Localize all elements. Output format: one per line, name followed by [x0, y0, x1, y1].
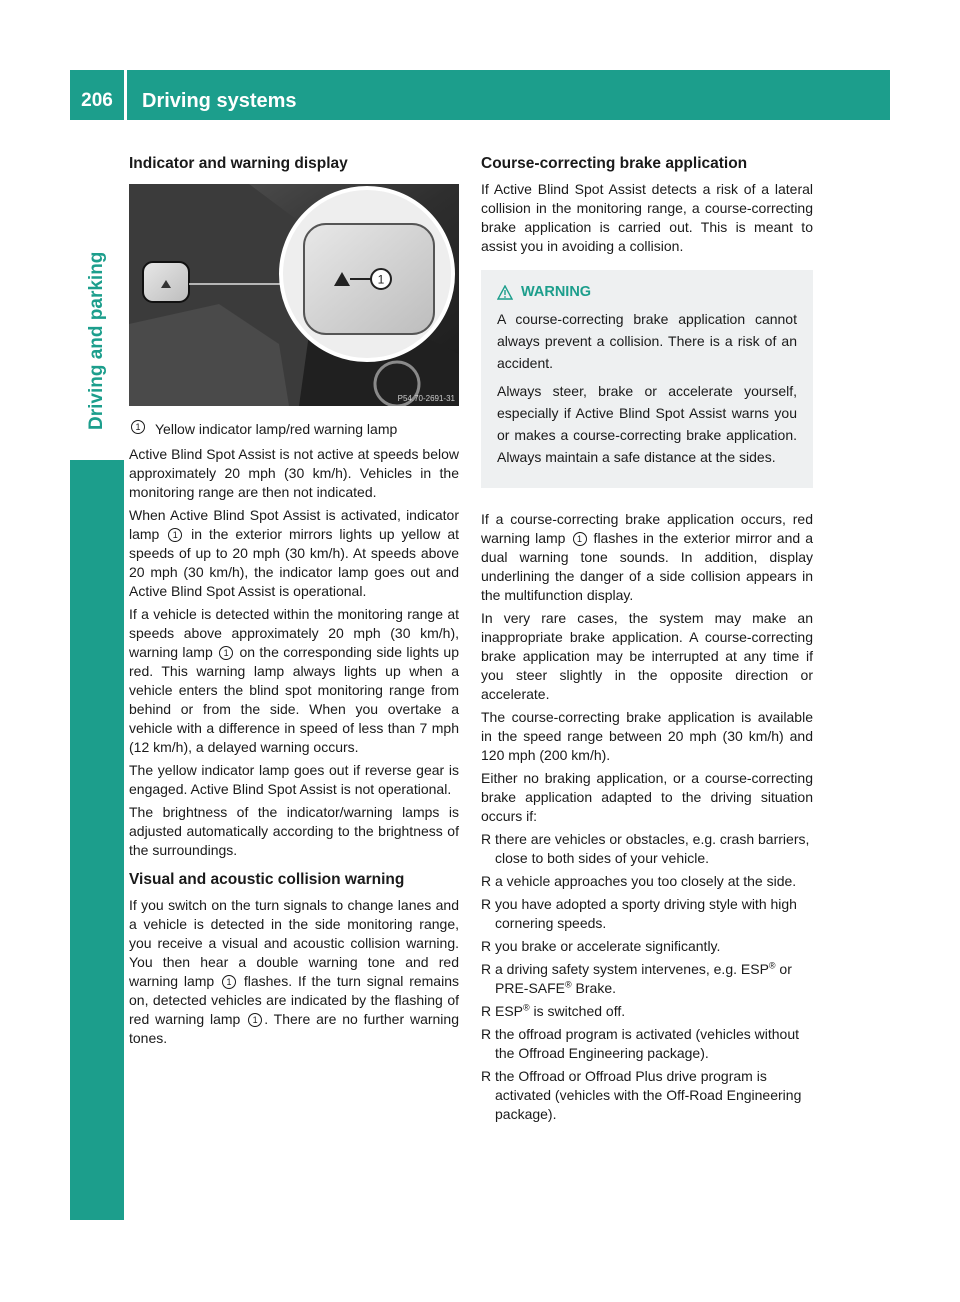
right-paragraph-1: If Active Blind Spot Assist detects a risk of a lateral collision in the monitoring range, a course-correcting brake application is carried out. This is meant to assist you in avoiding a collision.	[481, 181, 813, 254]
list-item: R you have adopted a sporty driving style with high cornering speeds.	[481, 896, 797, 931]
right-paragraph-2: If a course-correcting brake application occurs, red warning lamp 1 flashes in the exterior mirror and a dual warning tone sounds. In addition, display underlining the danger of a side collision appears in the multifunction display.	[481, 511, 813, 603]
right-column	[481, 150, 813, 1128]
callout-icon: 1	[573, 532, 587, 546]
bullet-icon: R	[481, 961, 492, 977]
caption-text: Yellow indicator lamp/red warning lamp	[155, 421, 398, 437]
right-paragraph-4: The course-correcting brake application is available in the speed range between 20 mph (30 km/h) and 120 mph (200 km/h).	[481, 709, 813, 763]
side-tab-block	[70, 460, 124, 1220]
right-paragraph-3: In very rare cases, the system may make an inappropriate brake application. A course-correcting brake application may be interrupted at any time if you steer slightly in the opposite direction or accelerate.	[481, 610, 813, 702]
mirror-illustration	[129, 184, 459, 406]
section-title: Driving systems	[142, 90, 297, 112]
list-item: R you brake or accelerate significantly.	[481, 938, 721, 954]
callout-icon: 1	[219, 646, 233, 660]
list-item: R a driving safety system intervenes, e.g. ESP® or PRE-SAFE® Brake.	[481, 960, 792, 996]
list-item: R there are vehicles or obstacles, e.g. crash barriers, close to both sides of your vehicle.	[481, 831, 810, 866]
left-paragraph-5: The brightness of the indicator/warning lamps is adjusted automatically according to the brightness of the surroundings.	[129, 804, 459, 858]
list-item: R a vehicle approaches you too closely at the side.	[481, 873, 797, 889]
side-tab-label: Driving and parking	[86, 251, 107, 430]
list-item: R ESP® is switched off.	[481, 1002, 626, 1019]
heading-course-correcting: Course-correcting brake application	[481, 155, 748, 172]
left-paragraph-3: If a vehicle is detected within the monitoring range at speeds above approximately 20 mph (30 km/h), warning lamp 1 on the corresponding side lights up red. This warning lamp always lights up when a vehicle enters the blind spot monitoring range from behind or from the side. When you overtake a vehicle with a difference in speed of less than 7 mph (12 km/h), a delayed warning occurs.	[129, 606, 459, 755]
bullet-icon: R	[481, 873, 492, 889]
bullet-icon: R	[481, 896, 492, 912]
warning-box	[481, 270, 813, 488]
heading-indicator-warning: Indicator and warning display	[129, 155, 348, 172]
right-paragraph-5: Either no braking application, or a course-correcting brake application adapted to the driving situation occurs if:	[481, 770, 813, 824]
warning-triangle-icon	[497, 285, 513, 300]
heading-collision-warning: Visual and acoustic collision warning	[129, 871, 405, 888]
callout-icon: 1	[222, 975, 236, 989]
left-column	[129, 150, 459, 1052]
bullet-icon: R	[481, 1003, 492, 1019]
callout-icon: 1	[131, 420, 145, 434]
mirror-figure	[129, 184, 459, 406]
list-item: R the Offroad or Offroad Plus drive program is activated (vehicles with the Off-Road Engineering package).	[481, 1068, 802, 1122]
callout-icon: 1	[248, 1013, 262, 1027]
figure-callout-1: 1	[377, 272, 385, 287]
page-number: 206	[81, 90, 113, 111]
list-item: R the offroad program is activated (vehicles without the Offroad Engineering package).	[481, 1026, 800, 1061]
header-divider	[124, 70, 127, 120]
figure-caption	[129, 420, 459, 439]
conditions-list	[481, 830, 813, 1124]
figure-code: P54.70-2691-31	[397, 394, 455, 403]
left-paragraph-4: The yellow indicator lamp goes out if reverse gear is engaged. Active Blind Spot Assist is not operational.	[129, 762, 459, 797]
bullet-icon: R	[481, 831, 492, 847]
warning-title: WARNING	[497, 284, 797, 300]
bullet-icon: R	[481, 1026, 492, 1042]
left-paragraph-1: Active Blind Spot Assist is not active at speeds below approximately 20 mph (30 km/h). Vehicles in the monitoring range are then not indicated.	[129, 446, 459, 500]
bullet-icon: R	[481, 1068, 492, 1084]
left-paragraph-6: If you switch on the turn signals to change lanes and a vehicle is detected in the side monitoring range, you receive a visual and acoustic collision warning. You then hear a double warning tone and red warning lamp 1 flashes. If the turn signal remains on, detected vehicles are indicated by the flashing of red warning lamp 1 . There are no further warning tones.	[129, 897, 459, 1046]
left-paragraph-2: When Active Blind Spot Assist is activated, indicator lamp 1 in the exterior mirrors lights up yellow at speeds of up to 20 mph (30 km/h). At speeds above 20 mph (30 km/h), the indicator lamp goes out and Active Blind Spot Assist is operational.	[129, 507, 459, 599]
warning-paragraph-2: Always steer, brake or accelerate yourself, especially if Active Blind Spot Assist warns you or makes a course-correcting brake application. Always maintain a safe distance at the sides.	[497, 383, 797, 465]
callout-icon: 1	[168, 528, 182, 542]
bullet-icon: R	[481, 938, 492, 954]
warning-paragraph-1: A course-correcting brake application cannot always prevent a collision. There is a risk of an accident.	[497, 311, 797, 371]
